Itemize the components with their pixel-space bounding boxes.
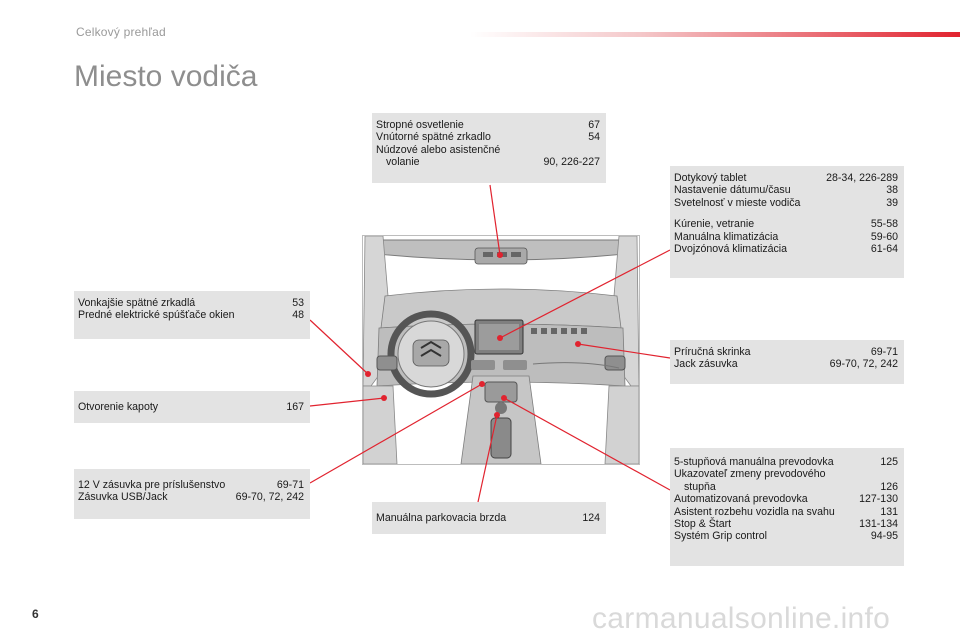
info-box-bonnet xyxy=(74,391,310,423)
callout-line-parking xyxy=(478,415,497,502)
info-box-socket xyxy=(74,469,310,519)
callout-dot-bonnet xyxy=(381,395,387,401)
callout-dot-roof xyxy=(497,252,503,258)
callout-line-gearbox xyxy=(504,398,670,490)
info-row: Stop & Štart 131-134 xyxy=(674,518,898,531)
info-box-mirrors xyxy=(74,291,310,339)
info-row: Vnútorné spätné zrkadlo 54 xyxy=(376,131,600,144)
info-row: Ukazovateľ zmeny prevodového stupňa 126 xyxy=(674,468,898,493)
info-row: Systém Grip control 94-95 xyxy=(674,530,898,543)
info-row: Asistent rozbehu vozidla na svahu 131 xyxy=(674,505,898,518)
callout-dot-tablet xyxy=(497,335,503,341)
info-box-glovebox xyxy=(670,340,904,384)
info-row: Vonkajšie spätné zrkadlá 53 xyxy=(78,297,304,309)
watermark: carmanualsonline.info xyxy=(592,602,891,635)
info-row: Stropné osvetlenie 67 xyxy=(376,119,600,131)
info-row: Otvorenie kapoty 167 xyxy=(78,401,304,413)
info-row: Príručná skrinka 69-71 xyxy=(674,346,898,358)
callout-line-glovebox xyxy=(578,344,670,358)
info-row: Manuálna parkovacia brzda 124 xyxy=(376,512,600,524)
callout-dot-glovebox xyxy=(575,341,581,347)
info-box-roof xyxy=(372,113,606,183)
info-box-parking xyxy=(372,502,606,534)
callout-line-mirrors xyxy=(310,320,368,374)
info-row: Zásuvka USB/Jack 69-70, 72, 242 xyxy=(78,491,304,504)
info-row: Predné elektrické spúšťače okien 48 xyxy=(78,309,304,322)
info-row: Dvojzónová klimatizácia 61-64 xyxy=(674,243,898,256)
info-row: Manuálna klimatizácia 59-60 xyxy=(674,230,898,243)
callout-dot-socket xyxy=(479,381,485,387)
info-row: Nastavenie dátumu/času 38 xyxy=(674,184,898,197)
section-title: Celkový prehľad xyxy=(76,25,166,39)
info-row: Kúrenie, vetranie 55-58 xyxy=(674,218,898,231)
callout-dot-gearbox xyxy=(501,395,507,401)
info-row: 5-stupňová manuálna prevodovka 125 xyxy=(674,456,898,468)
callout-dot-mirrors xyxy=(365,371,371,377)
page-title: Miesto vodiča xyxy=(74,60,258,93)
callout-line-roof xyxy=(490,185,500,255)
info-box-gearbox xyxy=(670,448,904,566)
callout-line-tablet xyxy=(500,250,670,338)
info-row: 12 V zásuvka pre príslušenstvo 69-71 xyxy=(78,479,304,491)
callout-dot-parking xyxy=(494,412,500,418)
info-row: Dotykový tablet 28-34, 226-289 xyxy=(674,172,898,184)
info-row: Automatizovaná prevodovka 127-130 xyxy=(674,493,898,506)
callout-line-bonnet xyxy=(310,398,384,406)
info-box-tablet xyxy=(670,166,904,278)
callout-line-socket xyxy=(310,384,482,483)
page-number: 6 xyxy=(32,607,39,621)
info-row: Svetelnosť v mieste vodiča 39 xyxy=(674,196,898,209)
info-row: Núdzové alebo asistenčné volanie 90, 226-227 xyxy=(376,143,600,169)
info-row: Jack zásuvka 69-70, 72, 242 xyxy=(674,358,898,371)
